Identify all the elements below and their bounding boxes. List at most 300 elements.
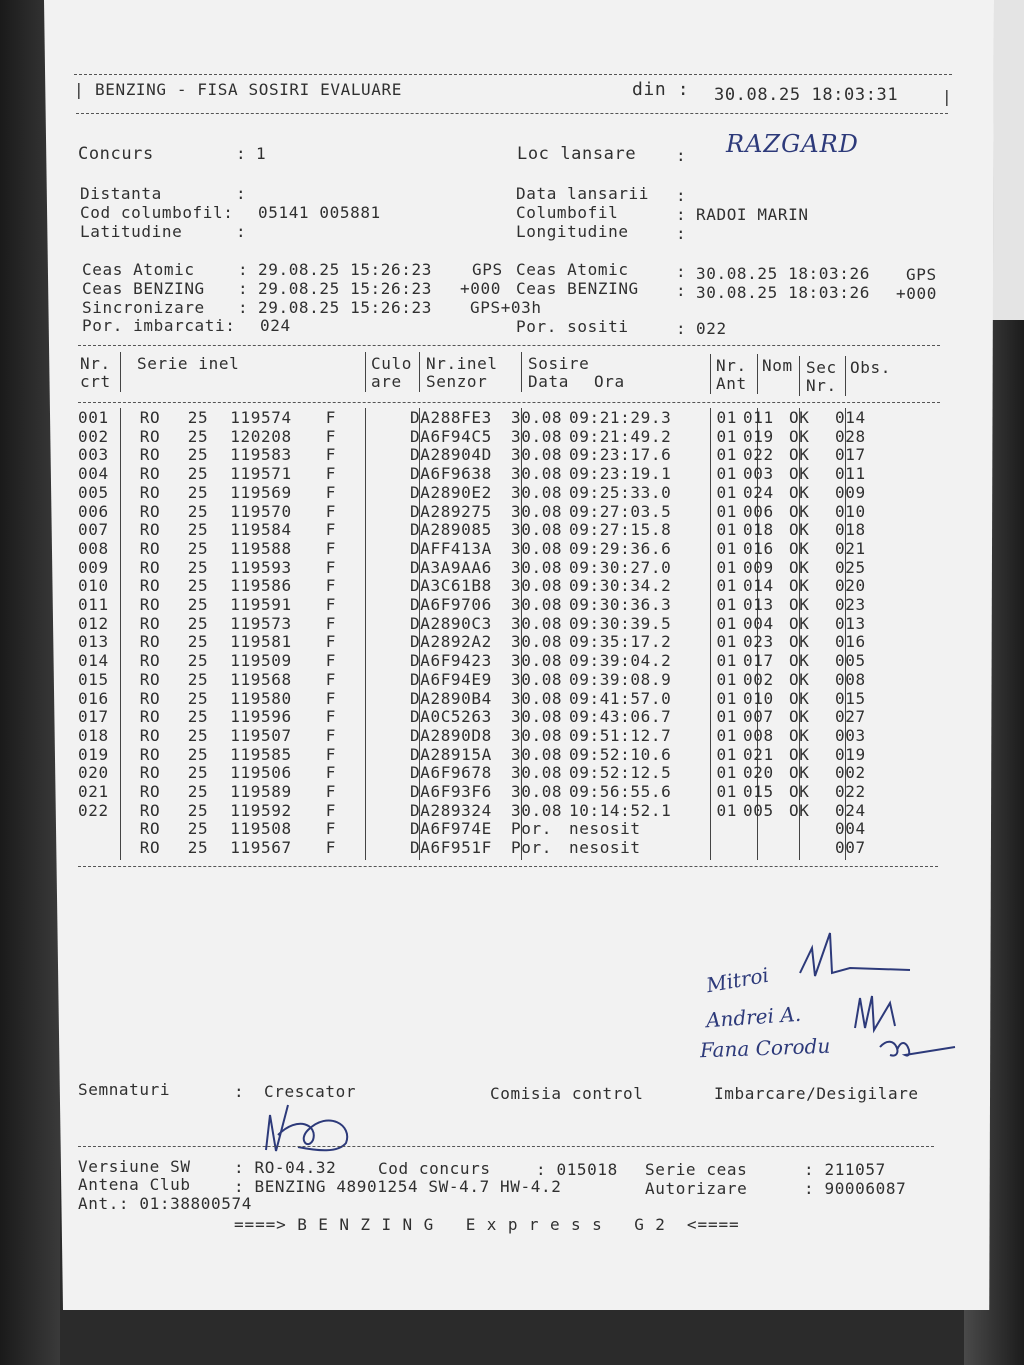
table-row (78, 746, 895, 765)
row-inel: 119596 (230, 707, 292, 727)
col-obs: Obs. (850, 358, 891, 377)
row-sec: OK (789, 576, 810, 596)
row-nom: 018 (743, 520, 774, 540)
row-time: 09:51:12.7 (569, 725, 672, 745)
table-row (78, 465, 895, 484)
row-country: RO (139, 725, 161, 745)
row-nom: 005 (743, 800, 774, 820)
col-sep-4 (521, 352, 522, 392)
row-country: RO (139, 782, 161, 802)
row-country: RO (139, 426, 161, 446)
row-nom (743, 820, 785, 839)
row-nr: 006 (78, 501, 109, 521)
row-ant: 01 (716, 408, 737, 427)
row-country: RO (139, 464, 161, 484)
row-nr: 011 (78, 595, 109, 615)
row-sec: OK (789, 482, 810, 502)
sincronizare-colon: : (238, 298, 249, 317)
row-ant (694, 839, 743, 858)
row-time: 09:21:29.3 (569, 408, 672, 427)
row-ant: 01 (716, 538, 737, 558)
row-sex: F (325, 520, 336, 540)
row-inel: 119583 (230, 445, 292, 465)
row-obs: 007 (835, 838, 866, 858)
row-senzor: DA6F9706 (410, 595, 492, 615)
row-time: 09:30:27.0 (569, 557, 672, 577)
autorizare-value: : 90006087 (804, 1179, 907, 1198)
distanta-colon: : (236, 184, 247, 203)
table-row (78, 409, 895, 428)
row-time: 09:41:57.0 (569, 688, 672, 708)
row-nr: 001 (78, 408, 109, 427)
row-year: 25 (187, 819, 209, 839)
row-sec: OK (789, 782, 810, 802)
row-date: 30.08 (511, 576, 563, 596)
row-nom: 002 (743, 669, 774, 689)
ceas-benzing-left: 29.08.25 15:26:23 (258, 279, 432, 298)
row-nom: 007 (743, 707, 774, 727)
autorizare-label: Autorizare (645, 1179, 748, 1198)
row-country: RO (139, 576, 161, 596)
antena-club-label: Antena Club (78, 1175, 191, 1194)
row-obs: 002 (835, 763, 866, 783)
loc-lansare-colon: : (676, 146, 687, 165)
row-culoare (338, 428, 404, 447)
table-row (78, 540, 895, 559)
row-sex: F (325, 445, 336, 465)
row-year: 25 (187, 426, 209, 446)
col-sep-5 (710, 354, 711, 394)
col-sep-8 (845, 356, 846, 396)
row-obs: 022 (835, 782, 866, 802)
row-obs: 018 (835, 520, 866, 540)
col-sep-1 (120, 352, 121, 392)
row-culoare (338, 596, 404, 615)
row-senzor: DAFF413A (410, 538, 492, 558)
row-culoare (338, 690, 404, 709)
ceas-atomic-right-suffix: GPS (906, 265, 937, 284)
table-row (78, 615, 895, 634)
row-obs: 019 (835, 744, 866, 764)
sincronizare-suffix: GPS+03h (470, 298, 542, 317)
handwritten-name-3: Fana Corodu (699, 1033, 831, 1063)
row-country: RO (139, 707, 161, 727)
row-sec (785, 820, 829, 839)
row-obs: 003 (835, 725, 866, 745)
header-bottom-rule (76, 113, 948, 114)
row-culoare (338, 633, 404, 652)
row-nom: 020 (743, 763, 774, 783)
device-banner: ====> B E N Z I N G E x p r e s s G 2 <==== (234, 1215, 740, 1234)
col-sep-3 (419, 352, 420, 392)
latitudine-label: Latitudine (80, 222, 183, 241)
row-nom: 022 (743, 445, 774, 465)
row-time: nesosit (569, 819, 641, 839)
row-nom: 013 (743, 595, 774, 615)
row-senzor: DA6F94C5 (410, 426, 492, 446)
col-sosire-ora: Ora (594, 372, 625, 391)
row-culoare (338, 577, 404, 596)
col-sec-line1: Sec (806, 358, 837, 377)
row-sex: F (325, 669, 336, 689)
data-lansarii-colon: : (676, 186, 687, 205)
row-country: RO (139, 482, 161, 502)
concurs-value: 1 (256, 144, 267, 163)
table-row (78, 484, 895, 503)
signature-3-drawing (875, 1025, 965, 1065)
row-obs: 005 (835, 651, 866, 671)
table-row (78, 764, 895, 783)
header-top-rule (74, 74, 952, 75)
row-obs: 015 (835, 688, 866, 708)
footer-top-rule (78, 1146, 934, 1147)
sositi-label: Por. sositi (516, 317, 629, 336)
row-senzor: DA289085 (410, 520, 492, 540)
arrivals-table (78, 409, 895, 858)
row-inel: 119589 (230, 782, 292, 802)
row-nr: 013 (78, 632, 109, 652)
row-date: 30.08 (511, 501, 563, 521)
sincronizare-label: Sincronizare (82, 298, 205, 317)
row-time: 09:25:33.0 (569, 482, 672, 502)
row-inel: 119574 (230, 408, 292, 427)
table-row (78, 633, 895, 652)
longitudine-label: Longitudine (516, 222, 629, 241)
row-inel: 119573 (230, 613, 292, 633)
loc-lansare-value: RAZGARD (726, 130, 859, 158)
row-date: 30.08 (511, 725, 563, 745)
row-nom (743, 839, 785, 858)
row-nom: 017 (743, 651, 774, 671)
ceas-atomic-left-suffix: GPS (472, 260, 503, 279)
row-obs: 025 (835, 557, 866, 577)
row-nr: 021 (78, 782, 109, 802)
row-obs: 016 (835, 632, 866, 652)
row-nom: 008 (743, 725, 774, 745)
row-culoare (338, 746, 404, 765)
crescator-signature (258, 1082, 368, 1155)
header-left-bar: | (74, 80, 85, 99)
row-inel: 119567 (230, 838, 292, 858)
cod-columbofil-value: 05141 005881 (258, 203, 381, 222)
row-ant: 01 (716, 557, 737, 577)
row-year: 25 (187, 445, 209, 465)
row-obs: 004 (835, 819, 866, 839)
row-year: 25 (187, 595, 209, 615)
columbofil-label: Columbofil (516, 203, 619, 222)
row-date: 30.08 (511, 688, 563, 708)
row-ant: 01 (716, 707, 737, 727)
row-senzor: DA289275 (410, 501, 492, 521)
ceas-benzing-label-right: Ceas BENZING (516, 279, 639, 298)
col-nrinel-line1: Nr.inel (426, 354, 498, 373)
row-ant: 01 (716, 725, 737, 745)
row-sec: OK (789, 426, 810, 446)
row-date: 30.08 (511, 595, 563, 615)
row-senzor: DA28915A (410, 744, 492, 764)
row-nr: 005 (78, 482, 109, 502)
row-sex: F (325, 782, 336, 802)
row-obs: 010 (835, 501, 866, 521)
row-obs: 009 (835, 482, 866, 502)
row-senzor: DA289324 (410, 800, 492, 820)
cod-concurs-label: Cod concurs (378, 1159, 491, 1178)
row-sex: F (325, 426, 336, 446)
row-sex: F (325, 800, 336, 820)
serie-ceas-label: Serie ceas (645, 1160, 748, 1179)
table-row (78, 521, 895, 540)
row-country: RO (139, 800, 161, 820)
crescator-label: Crescator (264, 1082, 357, 1101)
row-senzor: DA6F93F6 (410, 782, 492, 802)
row-sex: F (325, 557, 336, 577)
sositi-value: 022 (696, 319, 727, 338)
row-country: RO (139, 408, 161, 427)
row-ant: 01 (716, 800, 737, 820)
col-nom: Nom (762, 356, 793, 375)
ceas-atomic-colon: : (238, 260, 249, 279)
row-ant: 01 (716, 595, 737, 615)
row-culoare (338, 783, 404, 802)
row-obs: 024 (835, 800, 866, 820)
table-row (78, 428, 895, 447)
row-nr: 017 (78, 707, 109, 727)
row-ant: 01 (716, 669, 737, 689)
row-sex: F (325, 725, 336, 745)
row-nom: 006 (743, 501, 774, 521)
row-date: 30.08 (511, 520, 563, 540)
row-sex: F (325, 707, 336, 727)
row-sec: OK (789, 501, 810, 521)
table-row (78, 577, 895, 596)
row-nom: 021 (743, 744, 774, 764)
row-year: 25 (187, 408, 209, 427)
data-lansarii-label: Data lansarii (516, 184, 650, 203)
row-senzor: DA2890E2 (410, 482, 492, 502)
row-sec: OK (789, 464, 810, 484)
ceas-benzing-left-suffix: +000 (460, 279, 501, 298)
row-nr: 012 (78, 613, 109, 633)
row-senzor: DA2892A2 (410, 632, 492, 652)
row-obs: 011 (835, 464, 866, 484)
row-sex: F (325, 651, 336, 671)
table-row (78, 446, 895, 465)
semnaturi-colon: : (234, 1082, 245, 1101)
ceas-benzing-right: 30.08.25 18:03:26 (696, 283, 870, 302)
handwritten-name-1: Mitroi (704, 962, 771, 998)
row-sec: OK (789, 408, 810, 427)
table-row (78, 727, 895, 746)
col-nr-line2: crt (80, 372, 111, 391)
row-time: 09:27:15.8 (569, 520, 672, 540)
row-date: 30.08 (511, 557, 563, 577)
imbarcati-label: Por. imbarcati: (82, 316, 236, 335)
row-inel: 119593 (230, 557, 292, 577)
row-date: Por. (511, 819, 552, 839)
row-ant: 01 (716, 651, 737, 671)
row-year: 25 (187, 800, 209, 820)
row-nr: 007 (78, 520, 109, 540)
row-country: RO (139, 838, 161, 858)
row-country: RO (139, 613, 161, 633)
row-ant: 01 (716, 632, 737, 652)
row-sec: OK (789, 520, 810, 540)
row-date: 30.08 (511, 782, 563, 802)
imbarcati-value: 024 (260, 316, 291, 335)
row-ant: 01 (716, 482, 737, 502)
row-year: 25 (187, 464, 209, 484)
row-sex: F (325, 538, 336, 558)
versiune-sw-value: : RO-04.32 (234, 1158, 337, 1177)
row-sec: OK (789, 632, 810, 652)
loc-lansare-label: Loc lansare (517, 144, 637, 164)
row-nom: 010 (743, 688, 774, 708)
row-ant: 01 (716, 763, 737, 783)
ceas-atomic-right: 30.08.25 18:03:26 (696, 264, 870, 283)
cod-columbofil-label: Cod columbofil: (80, 203, 234, 222)
row-year: 25 (187, 782, 209, 802)
col-nrinel-line2: Senzor (426, 372, 488, 391)
row-inel: 119569 (230, 482, 292, 502)
row-year: 25 (187, 725, 209, 745)
handwritten-name-2: Andrei A. (705, 1001, 802, 1033)
row-year: 25 (187, 669, 209, 689)
table-bottom-rule (78, 866, 938, 867)
row-inel: 119588 (230, 538, 292, 558)
row-country: RO (139, 688, 161, 708)
row-senzor: DA6F94E9 (410, 669, 492, 689)
row-sec: OK (789, 744, 810, 764)
versiune-sw-label: Versiune SW (78, 1157, 191, 1176)
cod-concurs-value: : 015018 (536, 1160, 618, 1179)
row-obs: 008 (835, 669, 866, 689)
col-culoare-line2: are (371, 372, 402, 391)
row-date: 30.08 (511, 800, 563, 820)
row-nom: 023 (743, 632, 774, 652)
row-inel: 119591 (230, 595, 292, 615)
row-time: 09:30:34.2 (569, 576, 672, 596)
row-obs: 028 (835, 426, 866, 446)
row-nom: 009 (743, 557, 774, 577)
row-culoare (338, 727, 404, 746)
ceas-benzing-right-suffix: +000 (896, 284, 937, 303)
row-year: 25 (187, 688, 209, 708)
row-country: RO (139, 501, 161, 521)
table-row (78, 783, 895, 802)
row-nr: 004 (78, 464, 109, 484)
row-nom: 015 (743, 782, 774, 802)
row-inel: 119584 (230, 520, 292, 540)
col-sosire-data: Data (528, 372, 569, 391)
row-culoare (338, 820, 404, 839)
row-sex: F (325, 632, 336, 652)
latitudine-colon: : (236, 222, 247, 241)
din-value: 30.08.25 18:03:31 (714, 85, 899, 105)
row-date: 30.08 (511, 744, 563, 764)
row-nr (78, 820, 124, 839)
document-title: BENZING - FISA SOSIRI EVALUARE (95, 80, 402, 99)
row-ant: 01 (716, 744, 737, 764)
row-date: 30.08 (511, 669, 563, 689)
row-year: 25 (187, 520, 209, 540)
row-obs: 014 (835, 408, 866, 427)
row-culoare (338, 671, 404, 690)
row-nom: 003 (743, 464, 774, 484)
sositi-colon: : (676, 319, 687, 338)
row-senzor: DA3C61B8 (410, 576, 492, 596)
row-country: RO (139, 557, 161, 577)
concurs-colon: : (236, 144, 247, 163)
row-senzor: DA2890D8 (410, 725, 492, 745)
row-time: 09:23:17.6 (569, 445, 672, 465)
din-label: din : (632, 79, 690, 100)
row-senzor: DA2890B4 (410, 688, 492, 708)
row-sex: F (325, 688, 336, 708)
row-inel: 119509 (230, 651, 292, 671)
row-sex: F (325, 613, 336, 633)
row-year: 25 (187, 744, 209, 764)
row-senzor: DA6F951F (410, 838, 492, 858)
row-inel: 120208 (230, 426, 292, 446)
row-culoare (338, 839, 404, 858)
row-date: 30.08 (511, 426, 563, 446)
row-nom: 016 (743, 538, 774, 558)
row-sec (785, 839, 829, 858)
sincronizare-value: 29.08.25 15:26:23 (258, 298, 432, 317)
row-sec: OK (789, 725, 810, 745)
row-ant: 01 (716, 688, 737, 708)
row-senzor: DA6F9638 (410, 464, 492, 484)
row-sex: F (325, 595, 336, 615)
row-inel: 119506 (230, 763, 292, 783)
row-senzor: DA6F974E (410, 819, 492, 839)
table-row (78, 652, 895, 671)
col-ant-line1: Nr. (716, 356, 747, 375)
row-time: 09:43:06.7 (569, 707, 672, 727)
row-senzor: DA3A9AA6 (410, 557, 492, 577)
row-inel: 119580 (230, 688, 292, 708)
row-culoare (338, 503, 404, 522)
col-sep-2 (365, 352, 366, 392)
row-culoare (338, 521, 404, 540)
row-time: 09:52:12.5 (569, 763, 672, 783)
row-ant: 01 (716, 426, 737, 446)
row-culoare (338, 540, 404, 559)
row-year: 25 (187, 557, 209, 577)
row-nr: 003 (78, 445, 109, 465)
columbofil-colon: : (676, 205, 687, 224)
row-sex: F (325, 464, 336, 484)
table-header-rule (78, 402, 940, 403)
row-culoare (338, 708, 404, 727)
concurs-label: Concurs (78, 144, 154, 164)
row-senzor: DA6F9423 (410, 651, 492, 671)
row-obs: 013 (835, 613, 866, 633)
row-sex: F (325, 744, 336, 764)
row-sex: F (325, 408, 336, 427)
ceas-atomic-label-right: Ceas Atomic (516, 260, 629, 279)
row-country: RO (139, 595, 161, 615)
row-sec: OK (789, 445, 810, 465)
row-culoare (338, 484, 404, 503)
table-row (78, 559, 895, 578)
row-ant: 01 (716, 782, 737, 802)
row-time: 09:35:17.2 (569, 632, 672, 652)
col-serie-inel: Serie inel (137, 354, 240, 373)
columbofil-value: RADOI MARIN (696, 205, 809, 224)
row-sec: OK (789, 538, 810, 558)
table-row (78, 839, 895, 858)
